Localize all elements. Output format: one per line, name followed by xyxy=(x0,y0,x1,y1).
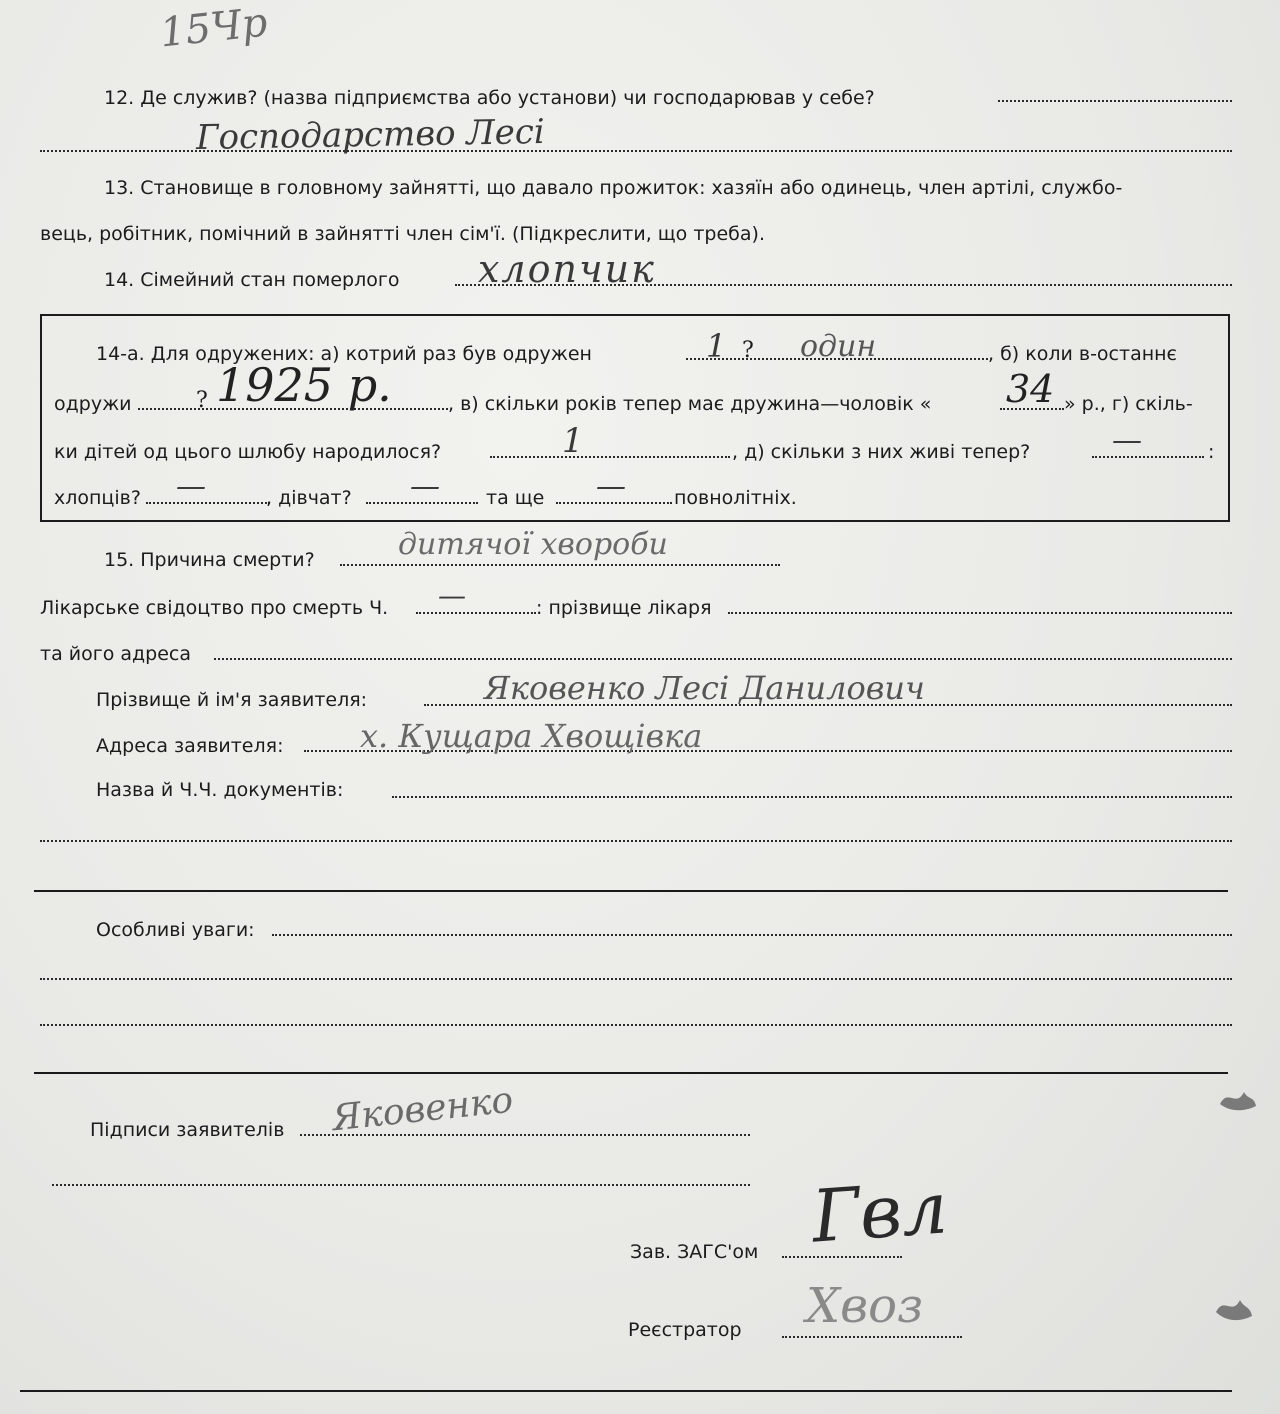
zags-head-label: Зав. ЗАГС'ом xyxy=(630,1241,759,1263)
q12-line-2 xyxy=(40,150,1232,152)
applicant-address-label: Адреса заявителя: xyxy=(96,735,284,757)
q14a-date-qmark: ? xyxy=(196,388,208,413)
remarks-line-3 xyxy=(40,1024,1232,1026)
q14a-line1-b: , б) коли в-останнє xyxy=(988,343,1177,365)
q15-answer: дитячої хвороби xyxy=(398,527,668,562)
corner-note: 15Чр xyxy=(157,0,270,57)
registrar-label: Реєстратор xyxy=(628,1319,742,1341)
registrar-line xyxy=(782,1336,962,1338)
q14a-boys-field xyxy=(146,502,270,504)
q14a-girls-value: — xyxy=(410,469,440,504)
doctor-name-field xyxy=(728,612,1232,614)
q13-line1: 13. Становище в головному зайнятті, що давало прожиток: хазяїн або одинець, член артілі, службо- xyxy=(104,177,1123,199)
certificate-doctor-label: : прізвище лікаря xyxy=(536,597,712,619)
q14a-line2-b: , в) скільки років тепер має дружина—чоловік « xyxy=(448,393,932,415)
q14a-line3-b: , д) скільки з них живі тепер? xyxy=(732,441,1031,463)
q12-answer: Господарство Лесі xyxy=(195,111,546,159)
q14a-times-value: 1 xyxy=(706,327,727,365)
applicant-name-answer: Яковенко Лесі Данилович xyxy=(484,669,925,707)
q14a-times-qmark: ? xyxy=(742,338,754,363)
q14a-boys-value: — xyxy=(176,469,206,504)
documents-extra-line xyxy=(40,840,1232,842)
q14a-also-label: та ще xyxy=(486,487,545,509)
q14-line xyxy=(455,284,1232,286)
q14a-children-value: 1 xyxy=(562,421,584,461)
bottom-rule xyxy=(20,1390,1232,1392)
signatures-line-2 xyxy=(52,1184,750,1186)
certificate-label: Лікарське свідоцтво про смерть Ч. xyxy=(40,597,389,619)
section-divider-1 xyxy=(34,890,1228,892)
q14a-times-word: один xyxy=(800,329,877,364)
q14a-line3-colon: : xyxy=(1208,441,1215,463)
registrar-signature: Хвоз xyxy=(806,1278,924,1334)
q14a-girls-label: , дівчат? xyxy=(266,487,352,509)
q12-line-1 xyxy=(998,100,1232,102)
applicant-name-label: Прізвище й ім'я заявителя: xyxy=(96,689,368,711)
remarks-line-1 xyxy=(272,934,1232,936)
ink-blot-bottom xyxy=(1212,1290,1256,1324)
q12-label: 12. Де служив? (назва підприємства або установи) чи господарював у себе? xyxy=(104,87,875,109)
certificate-number-value: — xyxy=(438,579,466,612)
q15-line xyxy=(340,564,780,566)
q14a-age-field xyxy=(1000,408,1064,410)
q14a-adult-label: повнолітніх. xyxy=(674,487,797,509)
applicant-signature: Яковенко xyxy=(330,1079,515,1140)
q14a-spouse-age: 34 xyxy=(1006,367,1055,411)
q14a-also-value: — xyxy=(596,469,626,504)
doctor-address-label: та його адреса xyxy=(40,643,191,665)
q14a-alive-value: — xyxy=(1112,423,1142,458)
q14a-children-field xyxy=(490,456,730,458)
doctor-address-field xyxy=(214,658,1232,660)
q14a-line3-a: ки дітей од цього шлюбу народилося? xyxy=(54,441,442,463)
q14-answer: хлопчик xyxy=(478,247,656,291)
q15-label: 15. Причина смерти? xyxy=(104,549,315,571)
certificate-number-field xyxy=(416,612,536,614)
q14a-line2-a: одружи xyxy=(54,393,132,415)
q14a-line1-text: 14-а. Для одружених: а) котрий раз був одружен xyxy=(96,343,592,365)
q14a-line2-c: » р., г) скіль- xyxy=(1064,393,1193,415)
documents-label: Назва й Ч.Ч. документів: xyxy=(96,779,344,801)
applicant-address-answer: х. Кущара Хвощівка xyxy=(360,717,703,755)
q14a-boys-label: хлопців? xyxy=(54,487,141,509)
q14-label: 14. Сімейний стан померлого xyxy=(104,269,400,291)
remarks-line-2 xyxy=(40,978,1232,980)
q14a-marriage-year: 1925 р. xyxy=(216,358,392,412)
zags-head-signature: Гвл xyxy=(809,1165,951,1259)
documents-field xyxy=(392,796,1232,798)
ink-blot-top xyxy=(1214,1078,1260,1114)
q14a-alive-field xyxy=(1092,456,1204,458)
q13-line2: вець, робітник, помічний в зайнятті член сім'ї. (Підкреслити, що треба). xyxy=(40,223,765,245)
signatures-label: Підписи заявителів xyxy=(90,1119,285,1141)
section-divider-2 xyxy=(34,1072,1228,1074)
remarks-label: Особливі уваги: xyxy=(96,919,255,941)
